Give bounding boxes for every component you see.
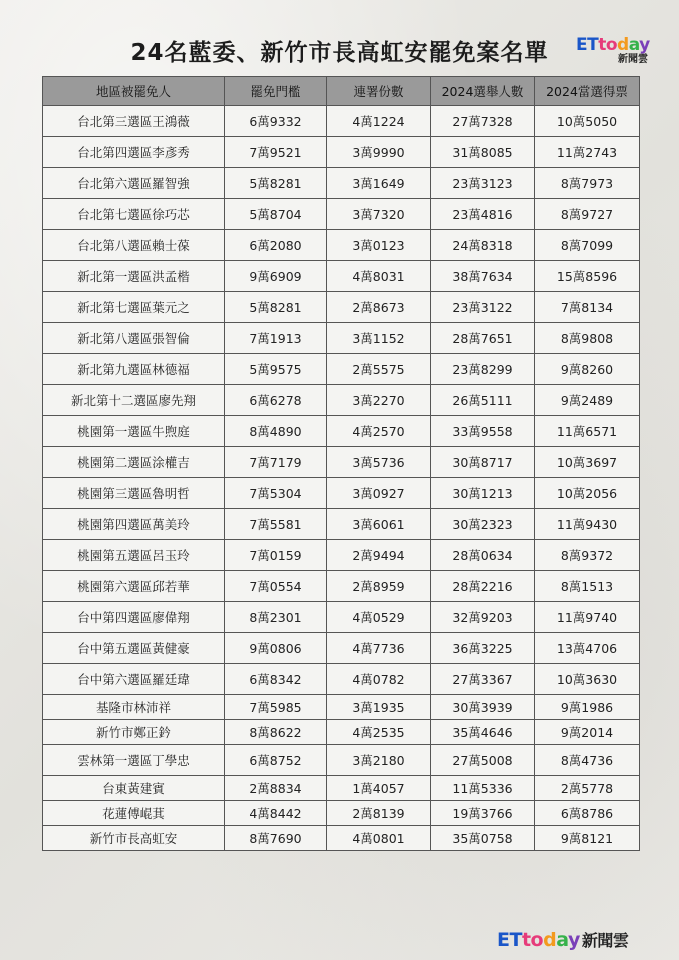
table-cell: 6萬6278 — [225, 385, 327, 416]
page-title: 24名藍委、新竹市長高虹安罷免案名單 — [130, 40, 549, 66]
logo-brand: ETtoday — [576, 35, 650, 55]
table-cell: 桃園第四選區萬美玲 — [43, 509, 225, 540]
ettoday-logo — [576, 36, 666, 72]
table-cell: 2萬8139 — [327, 801, 431, 826]
table-cell: 2萬8673 — [327, 292, 431, 323]
table-cell: 3萬2180 — [327, 745, 431, 776]
table-cell: 8萬9808 — [535, 323, 640, 354]
column-header: 連署份數 — [327, 77, 431, 106]
table-cell: 2萬9494 — [327, 540, 431, 571]
table-row — [43, 354, 640, 385]
table-row — [43, 664, 640, 695]
table-cell: 桃園第三選區魯明哲 — [43, 478, 225, 509]
table-cell: 9萬8260 — [535, 354, 640, 385]
table-cell: 23萬3122 — [431, 292, 535, 323]
table-cell: 30萬1213 — [431, 478, 535, 509]
table-cell: 4萬0782 — [327, 664, 431, 695]
table-cell: 7萬9521 — [225, 137, 327, 168]
table-cell: 新北第九選區林德福 — [43, 354, 225, 385]
table-cell: 6萬8786 — [535, 801, 640, 826]
table-row — [43, 168, 640, 199]
table-cell: 6萬9332 — [225, 106, 327, 137]
table-row — [43, 292, 640, 323]
table-cell: 7萬8134 — [535, 292, 640, 323]
table-cell: 9萬8121 — [535, 826, 640, 851]
table-cell: 9萬6909 — [225, 261, 327, 292]
table-cell: 8萬9727 — [535, 199, 640, 230]
table-cell: 台中第六選區羅廷瑋 — [43, 664, 225, 695]
table-cell: 桃園第六選區邱若華 — [43, 571, 225, 602]
table-row — [43, 478, 640, 509]
table-cell: 28萬7651 — [431, 323, 535, 354]
table-cell: 1萬4057 — [327, 776, 431, 801]
table-cell: 3萬9990 — [327, 137, 431, 168]
table-cell: 35萬0758 — [431, 826, 535, 851]
table-cell: 9萬2014 — [535, 720, 640, 745]
table-cell: 7萬1913 — [225, 323, 327, 354]
table-cell: 4萬0801 — [327, 826, 431, 851]
table-cell: 桃園第五選區呂玉玲 — [43, 540, 225, 571]
table-cell: 11萬5336 — [431, 776, 535, 801]
table-cell: 7萬0554 — [225, 571, 327, 602]
table-cell: 24萬8318 — [431, 230, 535, 261]
table-cell: 27萬7328 — [431, 106, 535, 137]
table-row — [43, 199, 640, 230]
table-row — [43, 416, 640, 447]
table-cell: 30萬3939 — [431, 695, 535, 720]
table-cell: 23萬8299 — [431, 354, 535, 385]
table-cell: 30萬2323 — [431, 509, 535, 540]
table-row — [43, 261, 640, 292]
table-cell: 11萬2743 — [535, 137, 640, 168]
table-cell: 11萬6571 — [535, 416, 640, 447]
table-cell: 26萬5111 — [431, 385, 535, 416]
table-cell: 台中第五選區黃健豪 — [43, 633, 225, 664]
table-cell: 3萬0123 — [327, 230, 431, 261]
table-row — [43, 385, 640, 416]
table-cell: 8萬7690 — [225, 826, 327, 851]
table-cell: 5萬9575 — [225, 354, 327, 385]
table-row — [43, 801, 640, 826]
table-cell: 台北第八選區賴士葆 — [43, 230, 225, 261]
table-row — [43, 447, 640, 478]
table-cell: 新北第八選區張智倫 — [43, 323, 225, 354]
table-cell: 新北第一選區洪孟楷 — [43, 261, 225, 292]
table-cell: 新北第十二選區廖先翔 — [43, 385, 225, 416]
table-row — [43, 826, 640, 851]
table-cell: 基隆市林沛祥 — [43, 695, 225, 720]
column-header: 罷免門檻 — [225, 77, 327, 106]
table-cell: 28萬0634 — [431, 540, 535, 571]
column-header: 2024選舉人數 — [431, 77, 535, 106]
table-row — [43, 509, 640, 540]
table-cell: 9萬0806 — [225, 633, 327, 664]
table-cell: 3萬1649 — [327, 168, 431, 199]
footer-logo-sub: 新聞雲 — [581, 931, 629, 950]
table-cell: 4萬2535 — [327, 720, 431, 745]
table-cell: 8萬8622 — [225, 720, 327, 745]
table-cell: 10萬3630 — [535, 664, 640, 695]
table-cell: 4萬0529 — [327, 602, 431, 633]
table-cell: 4萬7736 — [327, 633, 431, 664]
table-cell: 2萬8959 — [327, 571, 431, 602]
table-cell: 28萬2216 — [431, 571, 535, 602]
table-cell: 台中第四選區廖偉翔 — [43, 602, 225, 633]
table-row — [43, 137, 640, 168]
table-cell: 8萬7973 — [535, 168, 640, 199]
table-cell: 23萬4816 — [431, 199, 535, 230]
table-cell: 8萬2301 — [225, 602, 327, 633]
table-cell: 6萬8342 — [225, 664, 327, 695]
logo-sub: 新聞雲 — [618, 54, 648, 65]
table-cell: 5萬8281 — [225, 292, 327, 323]
table-cell: 6萬8752 — [225, 745, 327, 776]
table-cell: 花蓮傅崐萁 — [43, 801, 225, 826]
table-row — [43, 230, 640, 261]
table-cell: 桃園第二選區涂權吉 — [43, 447, 225, 478]
table-cell: 27萬5008 — [431, 745, 535, 776]
table-cell: 3萬1935 — [327, 695, 431, 720]
table-cell: 桃園第一選區牛煦庭 — [43, 416, 225, 447]
table-cell: 4萬1224 — [327, 106, 431, 137]
table-cell: 4萬8031 — [327, 261, 431, 292]
table-cell: 台北第七選區徐巧芯 — [43, 199, 225, 230]
table-cell: 台北第六選區羅智強 — [43, 168, 225, 199]
table-cell: 3萬2270 — [327, 385, 431, 416]
table-cell: 3萬6061 — [327, 509, 431, 540]
table-cell: 新北第七選區葉元之 — [43, 292, 225, 323]
table-cell: 36萬3225 — [431, 633, 535, 664]
table-cell: 13萬4706 — [535, 633, 640, 664]
column-header: 地區被罷免人 — [43, 77, 225, 106]
table-cell: 11萬9740 — [535, 602, 640, 633]
table-cell: 9萬2489 — [535, 385, 640, 416]
table-header-row — [43, 77, 640, 106]
table-row — [43, 720, 640, 745]
table-cell: 23萬3123 — [431, 168, 535, 199]
table-cell: 4萬8442 — [225, 801, 327, 826]
table-cell: 2萬5575 — [327, 354, 431, 385]
table-cell: 27萬3367 — [431, 664, 535, 695]
table-row — [43, 602, 640, 633]
table-cell: 33萬9558 — [431, 416, 535, 447]
table-cell: 台東黃建賓 — [43, 776, 225, 801]
table-cell: 30萬8717 — [431, 447, 535, 478]
table-cell: 19萬3766 — [431, 801, 535, 826]
table-cell: 10萬3697 — [535, 447, 640, 478]
table-cell: 雲林第一選區丁學忠 — [43, 745, 225, 776]
table-cell: 7萬5304 — [225, 478, 327, 509]
table-cell: 台北第四選區李彥秀 — [43, 137, 225, 168]
table-row — [43, 745, 640, 776]
table-row — [43, 695, 640, 720]
table-row — [43, 323, 640, 354]
table-cell: 35萬4646 — [431, 720, 535, 745]
table-cell: 8萬4736 — [535, 745, 640, 776]
table-cell: 2萬8834 — [225, 776, 327, 801]
table-cell: 7萬0159 — [225, 540, 327, 571]
table-cell: 15萬8596 — [535, 261, 640, 292]
table-cell: 新竹市鄭正鈐 — [43, 720, 225, 745]
footer-logo: ETtoday 新聞雲 — [497, 929, 629, 951]
table-cell: 3萬5736 — [327, 447, 431, 478]
table-cell: 8萬4890 — [225, 416, 327, 447]
table-cell: 11萬9430 — [535, 509, 640, 540]
table-cell: 3萬7320 — [327, 199, 431, 230]
table-row — [43, 776, 640, 801]
table-cell: 3萬1152 — [327, 323, 431, 354]
table-cell: 8萬7099 — [535, 230, 640, 261]
table-cell: 新竹市長高虹安 — [43, 826, 225, 851]
table-cell: 5萬8704 — [225, 199, 327, 230]
table-cell: 2萬5778 — [535, 776, 640, 801]
table-cell: 38萬7634 — [431, 261, 535, 292]
table-cell: 7萬5985 — [225, 695, 327, 720]
table-cell: 31萬8085 — [431, 137, 535, 168]
recall-table — [42, 76, 640, 851]
table-row — [43, 633, 640, 664]
table-cell: 5萬8281 — [225, 168, 327, 199]
table-cell: 10萬5050 — [535, 106, 640, 137]
table-cell: 9萬1986 — [535, 695, 640, 720]
table-cell: 台北第三選區王鴻薇 — [43, 106, 225, 137]
table-cell: 7萬7179 — [225, 447, 327, 478]
table-cell: 8萬1513 — [535, 571, 640, 602]
table-cell: 6萬2080 — [225, 230, 327, 261]
table-cell: 4萬2570 — [327, 416, 431, 447]
table-row — [43, 106, 640, 137]
table-cell: 7萬5581 — [225, 509, 327, 540]
table-row — [43, 571, 640, 602]
table-cell: 8萬9372 — [535, 540, 640, 571]
table-cell: 10萬2056 — [535, 478, 640, 509]
table-cell: 3萬0927 — [327, 478, 431, 509]
column-header: 2024當選得票 — [535, 77, 640, 106]
table-cell: 32萬9203 — [431, 602, 535, 633]
table-row — [43, 540, 640, 571]
